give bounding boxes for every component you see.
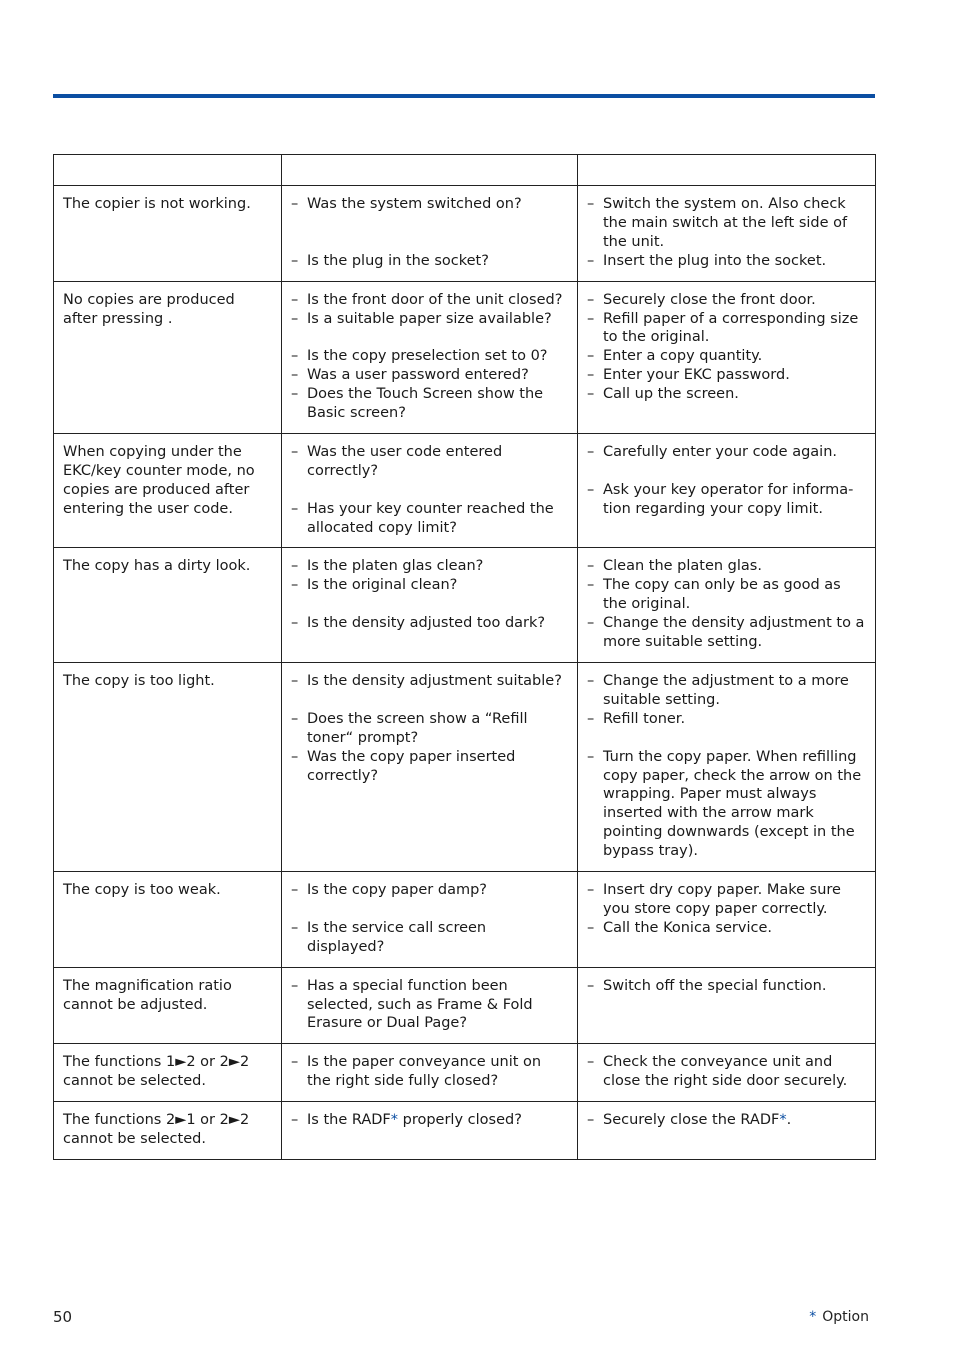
remedy-item: – Carefully enter your code again. [587,443,866,462]
check-item: – Is the original clean? [291,576,568,595]
check-cell [282,548,578,663]
table-row [54,1102,876,1160]
remedy-item: – Insert dry copy paper. Make sure you store copy paper correctly. [587,881,866,919]
problem-cell: No copies are produced after pressing . [54,281,282,433]
troubleshooting-table [53,154,876,1160]
remedy-item: – Change the density adjustment to a more suitable setting. [587,614,866,652]
remedy-item: – Ask your key operator for informa-tion regarding your copy limit. [587,481,866,519]
remedy-item: – Switch the system on. Also check the main switch at the left side of the unit. [587,195,866,252]
page-number: 50 [53,1308,73,1326]
problem-cell: The magnification ratio cannot be adjusted. [54,967,282,1044]
table-row [54,548,876,663]
remedy-item: – Refill toner. [587,710,866,729]
check-cell [282,186,578,282]
check-item: – Has a special function been selected, such as Frame & Fold Erasure or Dual Page? [291,977,568,1034]
problem-cell: The functions 1►2 or 2►2 cannot be selected. [54,1044,282,1102]
option-asterisk: * [390,1112,399,1129]
option-asterisk: * [779,1112,787,1129]
check-item [291,1111,568,1130]
remedy-item: – The copy can only be as good as the original. [587,576,866,614]
check-cell [282,433,578,548]
header-problem [54,155,282,186]
remedy-item [587,1111,866,1130]
check-cell [282,281,578,433]
check-item: – Is the service call screen displayed? [291,919,568,957]
remedy-cell [578,433,876,548]
remedy-cell [578,186,876,282]
remedy-cell [578,1102,876,1160]
remedy-item: – Insert the plug into the socket. [587,252,866,271]
check-item: – Is the plug in the socket? [291,252,568,271]
table-row [54,433,876,548]
table-row [54,186,876,282]
check-item: – Was the copy paper inserted correctly? [291,748,568,786]
remedy-cell [578,663,876,872]
footnote [809,1309,869,1325]
problem-cell: The copy is too weak. [54,872,282,968]
check-text-post: properly closed? [398,1112,522,1129]
check-item: – Was a user password entered? [291,366,568,385]
check-cell [282,872,578,968]
check-item: – Does the screen show a “Refill toner“ prompt? [291,710,568,748]
problem-cell: The copy has a dirty look. [54,548,282,663]
check-item: – Is the copy preselection set to 0? [291,347,568,366]
check-item: – Is the density adjusted too dark? [291,614,568,633]
top-rule [53,94,875,98]
check-cell [282,967,578,1044]
check-item: – Is the density adjustment suitable? [291,672,568,691]
problem-cell: The copy is too light. [54,663,282,872]
check-item: – Is the front door of the unit closed? [291,291,568,310]
check-item: – Is the paper conveyance unit on the right side fully closed? [291,1053,568,1091]
footnote-asterisk: * [809,1309,817,1325]
check-item: – Is the copy paper damp? [291,881,568,900]
remedy-item: – Refill paper of a corresponding size to the original. [587,310,866,348]
remedy-cell [578,281,876,433]
remedy-item: – Enter a copy quantity. [587,347,866,366]
table-row [54,1044,876,1102]
check-item: – Is a suitable paper size available? [291,310,568,329]
footnote-text: Option [822,1309,869,1325]
table-row [54,281,876,433]
check-item: – Was the system switched on? [291,195,568,214]
check-text-pre: Is the RADF [307,1112,391,1129]
check-item: – Does the Touch Screen show the Basic screen? [291,385,568,423]
remedy-item: – Call up the screen. [587,385,866,404]
header-remedy [578,155,876,186]
remedy-text-post: . [786,1112,792,1129]
table-row [54,872,876,968]
table-header-row [54,155,876,186]
check-item: – Is the platen glas clean? [291,557,568,576]
remedy-item: – Enter your EKC password. [587,366,866,385]
check-cell [282,663,578,872]
remedy-cell [578,1044,876,1102]
check-cell [282,1044,578,1102]
remedy-cell [578,548,876,663]
header-cause [282,155,578,186]
check-item: – Has your key counter reached the allocated copy limit? [291,500,568,538]
check-item: – Was the user code entered correctly? [291,443,568,481]
remedy-item: – Change the adjustment to a more suitable setting. [587,672,866,710]
problem-cell: When copying under the EKC/key counter mode, no copies are produced after entering the user code. [54,433,282,548]
remedy-item: – Turn the copy paper. When refilling copy paper, check the arrow on the wrapping. Paper must always inserted with the arrow mark pointing downwards (except in the bypass tray). [587,748,866,861]
remedy-text-pre: Securely close the RADF [603,1112,780,1129]
remedy-cell [578,967,876,1044]
problem-cell: The copier is not working. [54,186,282,282]
problem-cell: The functions 2►1 or 2►2 cannot be selected. [54,1102,282,1160]
remedy-item: – Securely close the front door. [587,291,866,310]
remedy-item: – Switch off the special function. [587,977,866,996]
remedy-item: – Clean the platen glas. [587,557,866,576]
remedy-item: – Check the conveyance unit and close the right side door securely. [587,1053,866,1091]
table-row [54,967,876,1044]
remedy-cell [578,872,876,968]
table-row [54,663,876,872]
check-cell [282,1102,578,1160]
remedy-item: – Call the Konica service. [587,919,866,938]
